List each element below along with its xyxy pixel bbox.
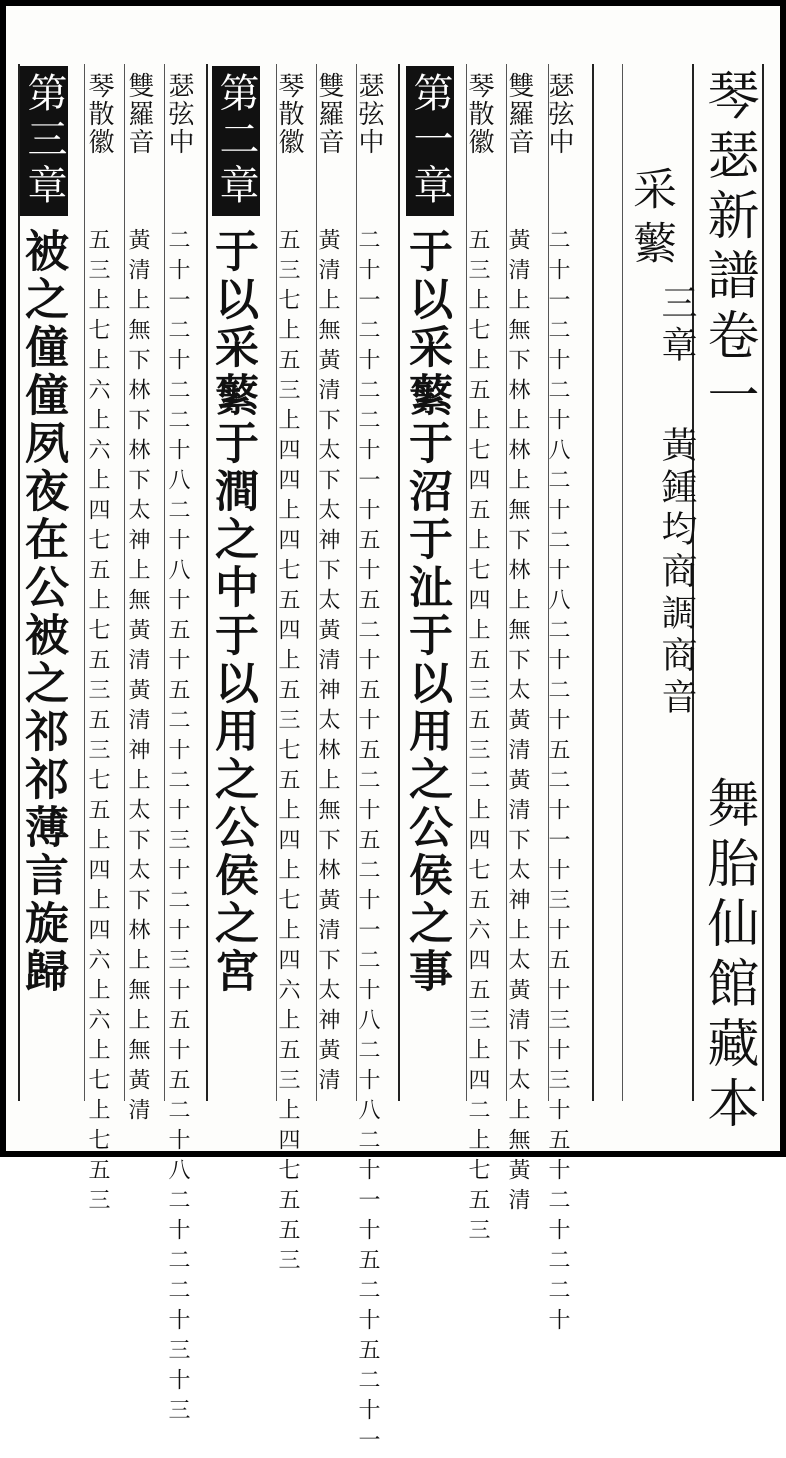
column-rule: [398, 64, 400, 1101]
chapter-heading-1: 第一章: [406, 66, 454, 216]
book-title: 琴瑟新譜卷一: [698, 68, 758, 428]
column-rule: [622, 64, 623, 1101]
chapter-heading-2: 第二章: [212, 66, 260, 216]
row-label-qin-1: 琴散徽: [464, 72, 494, 156]
row-label-yin-2: 雙羅音: [314, 72, 344, 156]
chapter-lyric-2: 于以采蘩于澗之中于以用之公侯之宮: [207, 228, 258, 996]
notes-qin-1: 五三上七上五上七四五上七四上五三五三二上四七五六四五三上四二上七五三: [465, 228, 490, 1248]
notes-qin-3: 五三上七上六上六上四七五上七五三五三七五上四上四六上六上七上七五三: [85, 228, 110, 1218]
notes-yin-1: 黃清上無下林上林上無下林上無下太黃清黃清下太神上太黃清下太上無黃清: [505, 228, 530, 1218]
row-label-qin-3: 琴散徽: [84, 72, 114, 156]
row-label-se-3: 瑟弦中: [164, 72, 194, 156]
notes-qin-2: 五三七上五三上四四上四七五四上五三七五上四上七上四六上五三上四七五五三: [275, 228, 300, 1278]
notes-yin-2: 黃清上無黃清下太下太神下太黃清神太林上無下林黃清下太神黃清: [315, 228, 340, 1098]
row-label-se-2: 瑟弦中: [354, 72, 384, 156]
chapter-lyric-3: 被之僮僮夙夜在公被之祁祁薄言旋歸: [17, 228, 68, 996]
row-label-se-1: 瑟弦中: [544, 72, 574, 156]
column-rule: [592, 64, 594, 1101]
chapter-heading-3: 第三章: [20, 66, 68, 216]
piece-title: 采蘩: [625, 166, 676, 274]
row-label-qin-2: 琴散徽: [274, 72, 304, 156]
row-label-yin-1: 雙羅音: [504, 72, 534, 156]
mode-note: 黃鍾均商調商音: [656, 426, 697, 720]
notes-yin-3: 黃清上無下林下林下太神上無黃清黃清神上太下太下林上無上無黃清: [125, 228, 150, 1128]
chapter-lyric-1: 于以采蘩于沼于沚于以用之公侯之事: [401, 228, 452, 996]
notes-se-1: 二十一二十二十八二十二十八二十二十五二十一十三十五十三十三十五十二十二二十: [545, 228, 570, 1338]
notes-se-3: 二十一二十二二十八二十八十五十五二十二十三十二十三十五十五二十八二十二二十三十三: [165, 228, 190, 1428]
row-label-yin-3: 雙羅音: [124, 72, 154, 156]
notes-se-2: 二十一二十二二十一十五十五二十五十五二十五二十一二十八二十八二十一十五二十五二十一: [355, 228, 380, 1458]
chapter-count: 三章: [656, 284, 697, 368]
collection-mark: 舞胎仙館藏本: [698, 776, 758, 1136]
